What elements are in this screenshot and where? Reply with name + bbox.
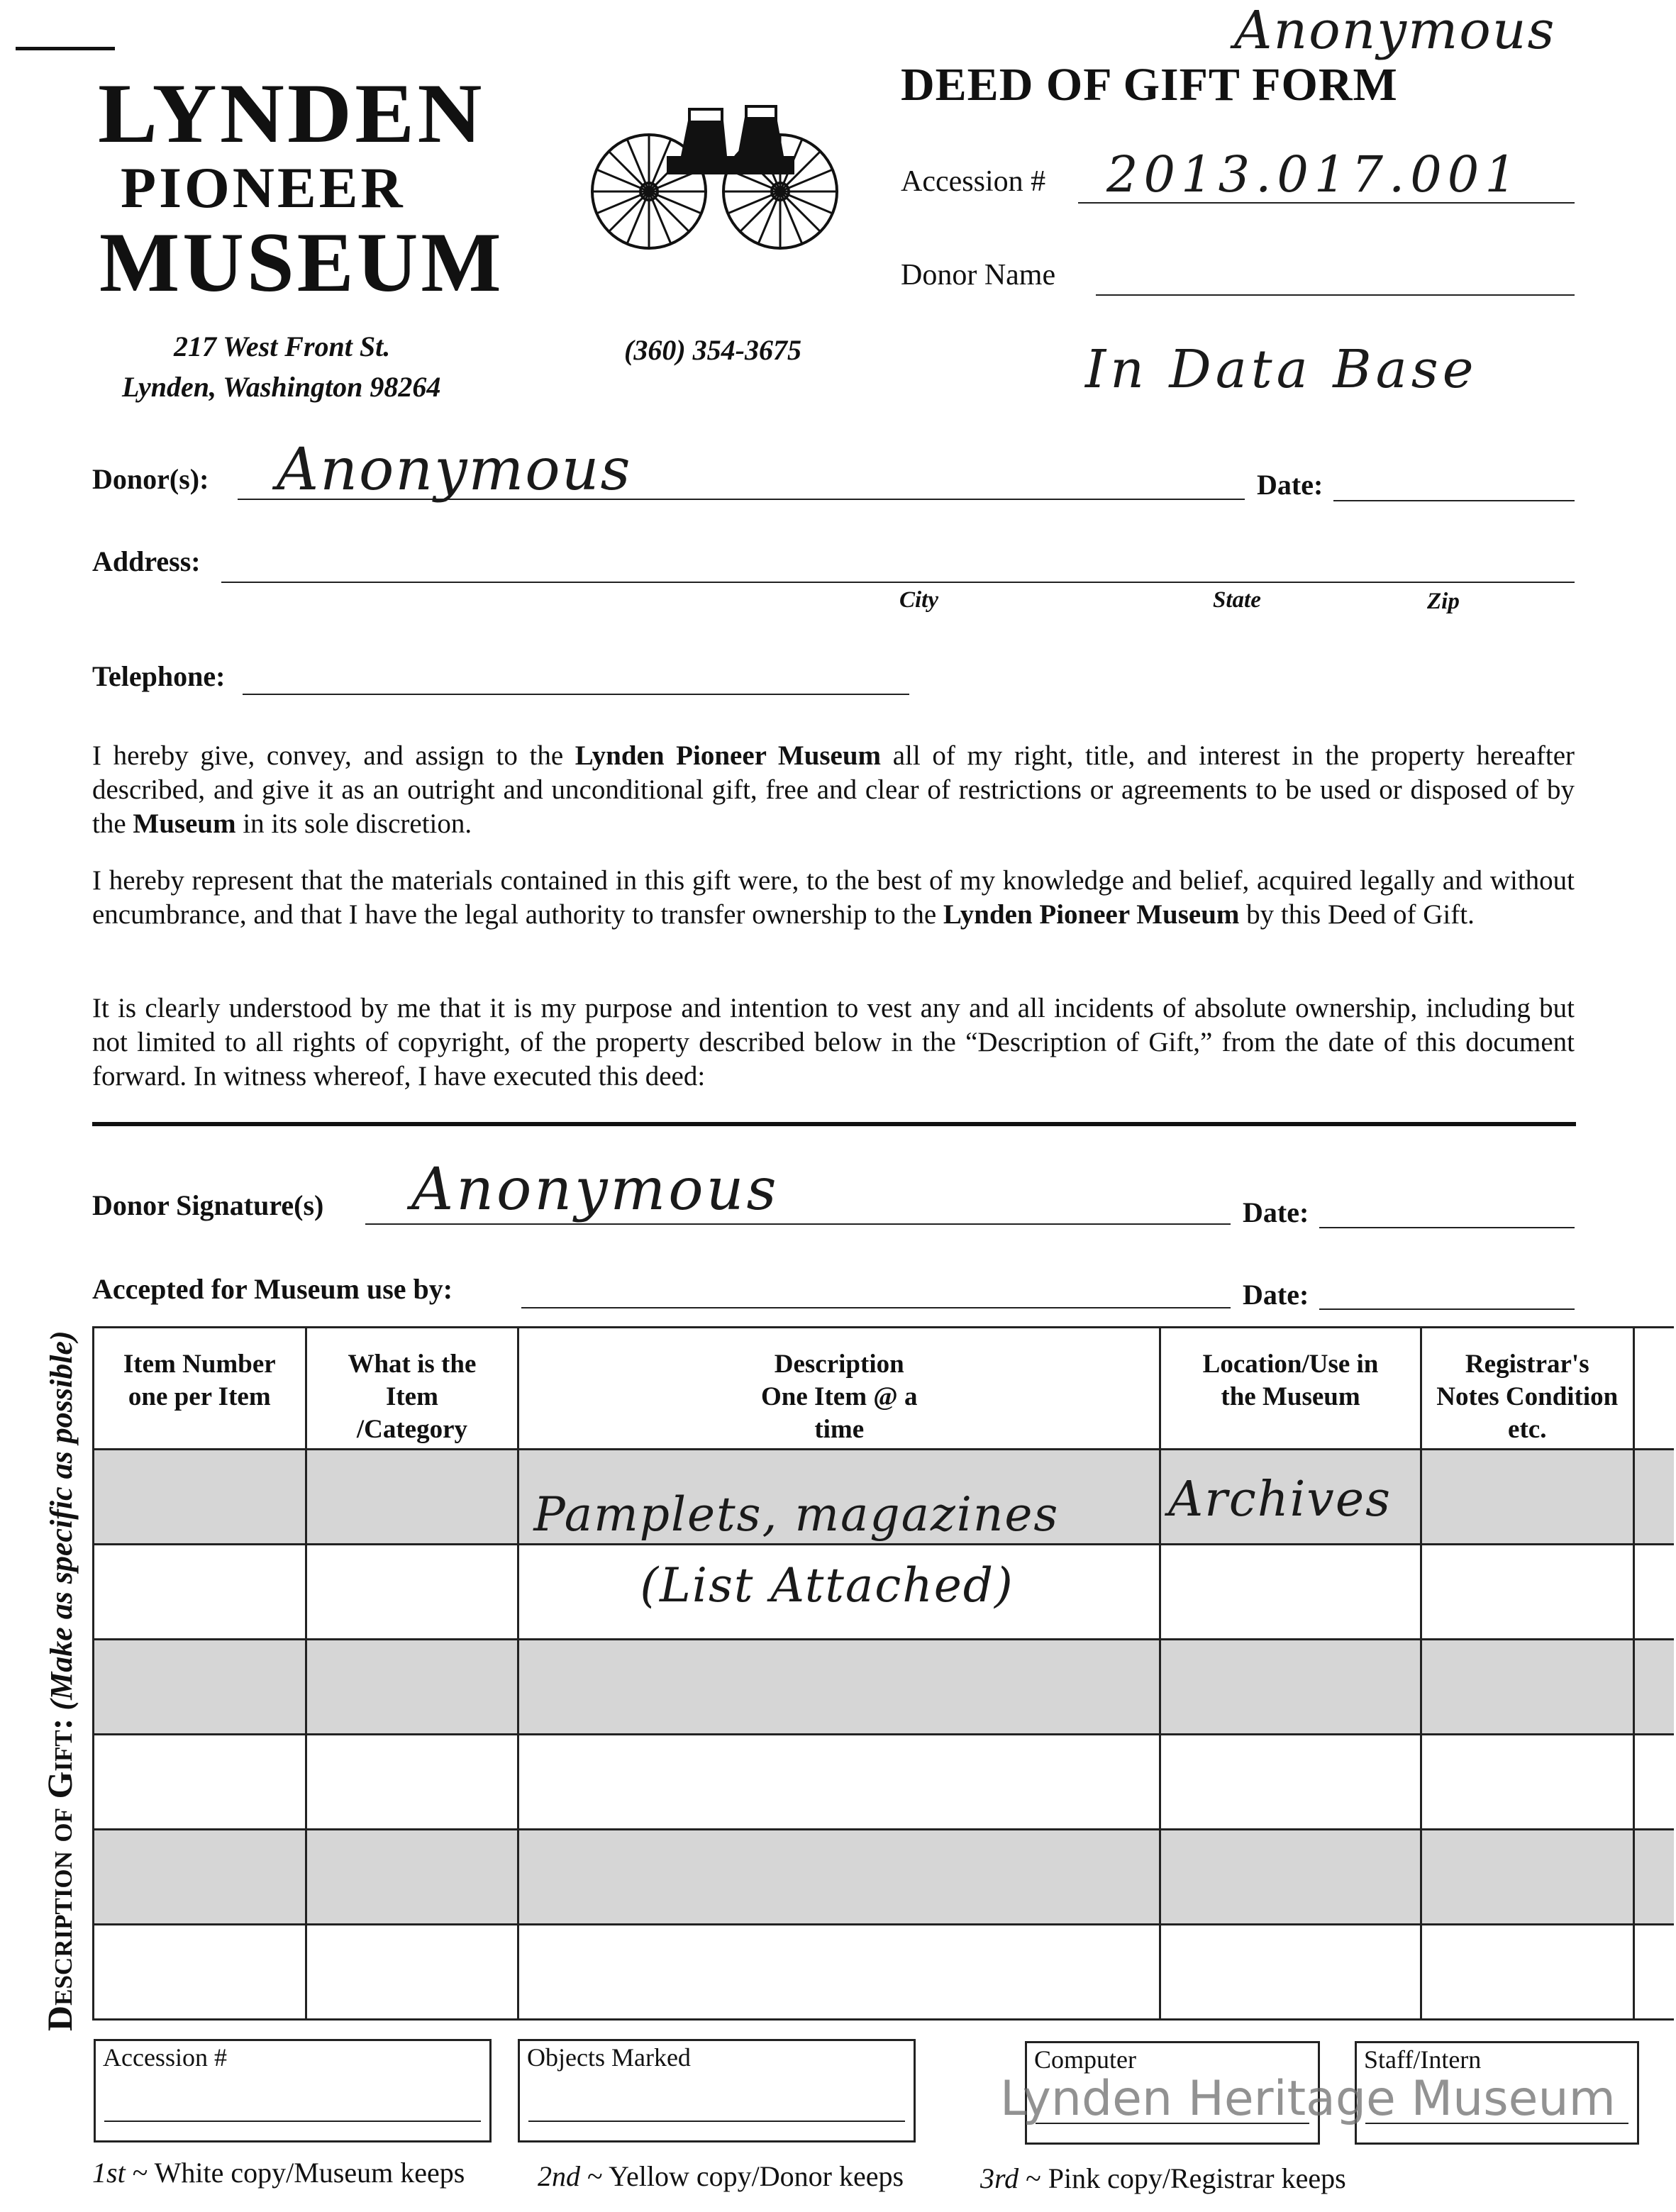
table-cell[interactable]	[94, 1450, 306, 1545]
museum-city: Lynden, Washington 98264	[122, 371, 441, 403]
staff-intern-label: Staff/Intern	[1364, 2045, 1482, 2074]
donors-label: Donor(s):	[92, 463, 209, 495]
donors-date-line[interactable]	[1333, 500, 1575, 501]
table-cell[interactable]	[306, 1735, 518, 1830]
table-header-row	[94, 1328, 1675, 1450]
table-cell[interactable]	[306, 1640, 518, 1735]
table-cell[interactable]	[1421, 1450, 1633, 1545]
header-location: Location/Use in the Museum	[1160, 1328, 1421, 1450]
accepted-date-label: Date:	[1243, 1279, 1309, 1311]
table-cell[interactable]	[1421, 1545, 1633, 1640]
donor-name-note: In Data Base	[1085, 339, 1478, 400]
row2-description: (List Attached)	[640, 1558, 1014, 1613]
row1-location: Archives	[1168, 1472, 1392, 1528]
museum-street: 217 West Front St.	[174, 330, 391, 362]
table-cell[interactable]	[94, 1830, 306, 1925]
accession-box[interactable]	[94, 2039, 492, 2142]
header-registrar-notes: Registrar's Notes Condition etc.	[1421, 1328, 1633, 1450]
computer-label: Computer	[1034, 2045, 1136, 2074]
table-row[interactable]	[94, 1640, 1675, 1735]
accepted-date-line[interactable]	[1319, 1308, 1575, 1310]
table-cell[interactable]	[1633, 1925, 1674, 2020]
table-cell[interactable]	[518, 1830, 1160, 1925]
zip-caption: Zip	[1427, 589, 1460, 614]
table-cell[interactable]	[1633, 1830, 1674, 1925]
table-cell[interactable]	[1160, 1735, 1421, 1830]
table-cell[interactable]	[94, 1640, 306, 1735]
section-divider	[92, 1122, 1576, 1126]
table-cell[interactable]	[1633, 1640, 1674, 1735]
logo-line-lynden: LYNDEN	[98, 66, 485, 160]
telephone-label: Telephone:	[92, 660, 226, 692]
city-caption: City	[899, 587, 938, 613]
logo-line-pioneer: PIONEER	[121, 155, 406, 220]
signature-date-line[interactable]	[1319, 1227, 1575, 1228]
footer-copy-2: 2nd ~ Yellow copy/Donor keeps	[538, 2160, 904, 2192]
table-cell[interactable]	[94, 1545, 306, 1640]
paragraph-represent: I hereby represent that the materials contained in this gift were, to the best of my knowledge and belief, acquired legally and without encumbrance, and that I have the legal authority to transfer ownership to the Lynden Pioneer Museum by this Deed of Gift.	[92, 865, 1575, 930]
table-row[interactable]	[94, 1545, 1675, 1640]
table-cell[interactable]	[1633, 1545, 1674, 1640]
donors-date-label: Date:	[1257, 469, 1323, 501]
table-cell[interactable]	[1421, 1830, 1633, 1925]
donor-name-line	[1096, 294, 1575, 296]
paragraph-gift: I hereby give, convey, and assign to the Lynden Pioneer Museum all of my right, title, and interest in the property hereafter described, and give it as an outright and unconditional gift, free and clear of restrictions or agreements to be used or disposed of by the Museum in its sole discretion.	[92, 740, 1575, 839]
table-row[interactable]	[94, 1830, 1675, 1925]
gift-items-table	[92, 1326, 1674, 2021]
museum-phone: (360) 354-3675	[624, 334, 801, 366]
table-row[interactable]	[94, 1450, 1675, 1545]
table-cell[interactable]	[306, 1830, 518, 1925]
signature-date-label: Date:	[1243, 1196, 1309, 1228]
logo-line-museum: MUSEUM	[99, 215, 504, 309]
table-row[interactable]	[94, 1735, 1675, 1830]
header-what-is-item: What is the Item /Category	[306, 1328, 518, 1450]
description-of-gift-side-label: Description of Gift: (Make as specific as possible)	[40, 1330, 79, 2031]
table-row[interactable]	[94, 1925, 1675, 2020]
accession-box-label: Accession #	[103, 2043, 227, 2072]
table-cell[interactable]	[518, 1640, 1160, 1735]
telephone-line[interactable]	[243, 694, 909, 695]
table-cell[interactable]	[94, 1925, 306, 2020]
table-cell[interactable]	[518, 1735, 1160, 1830]
row1-description: Pamplets, magazines	[533, 1487, 1060, 1542]
objects-marked-box[interactable]	[518, 2039, 916, 2142]
header-item-number: Item Number one per Item	[94, 1328, 306, 1450]
paragraph-ownership: It is clearly understood by me that it is my purpose and intention to vest any and all incidents of absolute ownership, including but not limited to all rights of copyright, of the property described below in the “Description of Gift,” from the date of this document forward. In witness whereof, I have executed this deed:	[92, 993, 1575, 1091]
table-cell[interactable]	[306, 1925, 518, 2020]
accession-box-line	[104, 2121, 481, 2122]
table-cell[interactable]	[306, 1545, 518, 1640]
handwritten-anonymous-top: Anonymous	[1234, 0, 1556, 61]
address-label: Address:	[92, 545, 201, 577]
table-cell[interactable]	[1421, 1925, 1633, 2020]
table-cell[interactable]	[1633, 1735, 1674, 1830]
table-cell[interactable]	[1421, 1735, 1633, 1830]
signature-value[interactable]: Anonymous	[411, 1156, 779, 1223]
accepted-label: Accepted for Museum use by:	[92, 1273, 453, 1305]
accession-label: Accession #	[901, 165, 1046, 198]
table-cell-location[interactable]	[1160, 1450, 1421, 1545]
accession-value[interactable]: 2013.017.001	[1106, 145, 1522, 204]
table-cell[interactable]	[1633, 1450, 1674, 1545]
objects-marked-label: Objects Marked	[527, 2043, 691, 2072]
table-cell[interactable]	[1160, 1925, 1421, 2020]
watermark: Lynden Heritage Museum	[1000, 2071, 1616, 2127]
table-cell[interactable]	[1421, 1640, 1633, 1735]
table-cell[interactable]	[1160, 1545, 1421, 1640]
footer-copy-1: 1st ~ White copy/Museum keeps	[92, 2157, 465, 2189]
table-cell-description[interactable]	[518, 1545, 1160, 1640]
table-cell[interactable]	[306, 1450, 518, 1545]
donor-name-label: Donor Name	[901, 259, 1056, 291]
table-cell-description[interactable]	[518, 1450, 1160, 1545]
form-title: DEED OF GIFT FORM	[901, 59, 1398, 111]
accepted-line[interactable]	[521, 1307, 1231, 1308]
address-line[interactable]	[221, 582, 1575, 583]
table-cell[interactable]	[1160, 1640, 1421, 1735]
wagon-icon	[582, 99, 851, 262]
objects-marked-line	[528, 2121, 905, 2122]
footer-copy-3: 3rd ~ Pink copy/Registrar keeps	[980, 2162, 1346, 2194]
signature-label: Donor Signature(s)	[92, 1189, 324, 1221]
signature-line	[365, 1223, 1231, 1225]
table-cell[interactable]	[94, 1735, 306, 1830]
table-cell[interactable]	[518, 1925, 1160, 2020]
donors-value[interactable]: Anonymous	[277, 436, 632, 504]
corner-mark	[16, 47, 115, 50]
table-cell[interactable]	[1160, 1830, 1421, 1925]
header-description: Description One Item @ a time	[518, 1328, 1160, 1450]
state-caption: State	[1213, 587, 1261, 613]
header-extra	[1633, 1328, 1674, 1450]
